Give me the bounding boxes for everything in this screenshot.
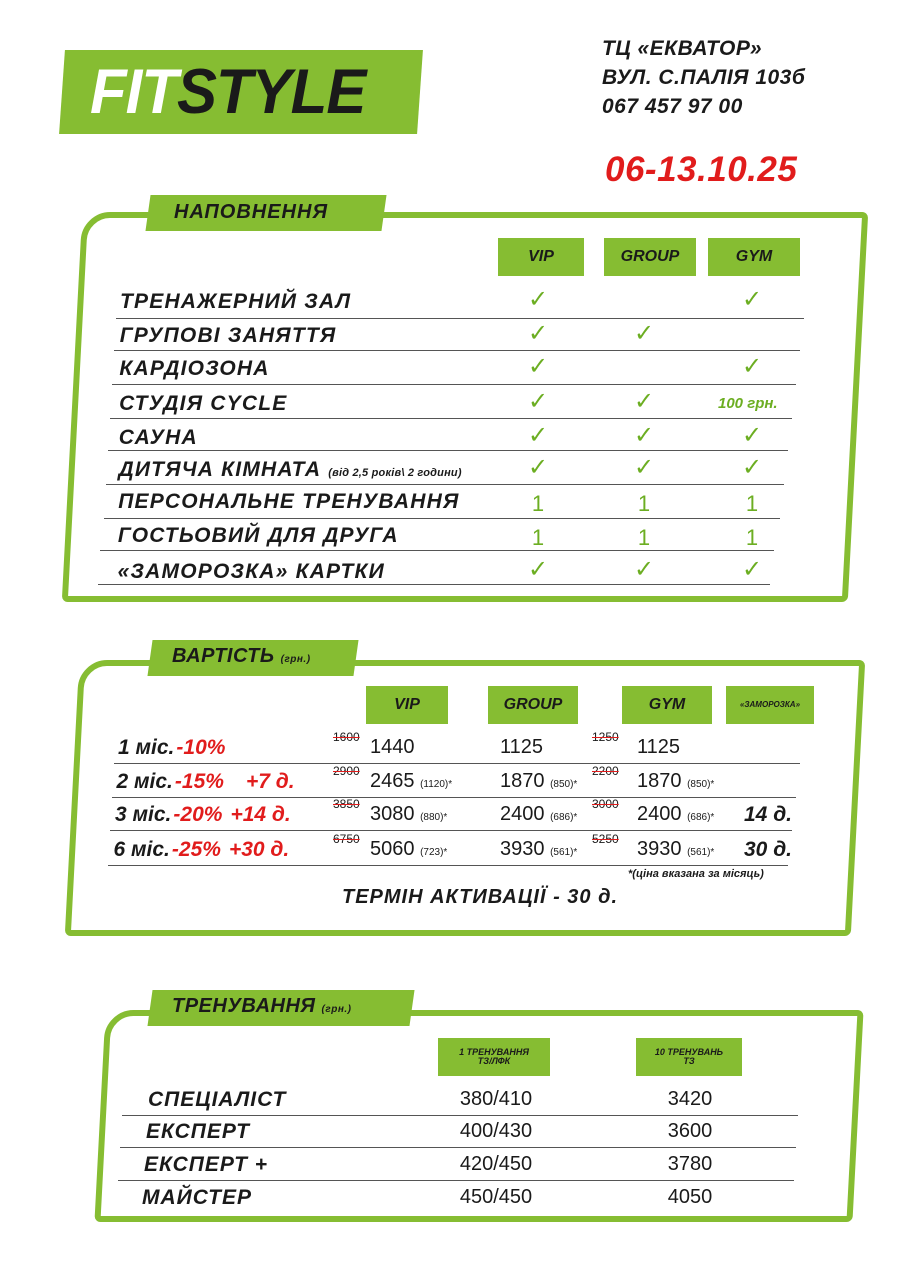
vip-price (370, 736, 415, 759)
check-icon: ✓ (527, 320, 549, 347)
training-header-single-line2: ТЗ/ЛФК (477, 1056, 511, 1066)
check-icon: ✓ (633, 556, 655, 583)
group-price-value: 1125 (500, 736, 544, 758)
vip-price (370, 803, 447, 826)
logo-text (90, 58, 365, 125)
check-icon: ✓ (527, 556, 549, 583)
ten-sessions-price: 3600 (667, 1120, 713, 1142)
gym-month-price: (561)* (687, 847, 715, 858)
price-row-period (117, 770, 295, 794)
training-row-divider (118, 1180, 794, 1181)
count-value: 1 (637, 491, 651, 516)
group-month-price: (850)* (550, 779, 578, 790)
date-range: 06-13.10.25 (605, 150, 798, 189)
content-row-label (118, 524, 399, 548)
price-header-vip: VIP (366, 686, 448, 724)
group-price-value: 3930 (500, 838, 545, 860)
discount-label: -15% (174, 770, 224, 793)
content-row-label (119, 357, 269, 381)
activation-term: ТЕРМІН АКТИВАЦІЇ - 30 д. (342, 886, 619, 908)
period-label: 1 міс. (118, 736, 175, 759)
vip-old-price: 3850 (333, 797, 360, 811)
content-row-label-text: САУНА (118, 426, 198, 449)
vip-month-price: (880)* (420, 812, 448, 823)
discount-label: -25% (171, 838, 221, 861)
group-price (500, 770, 577, 793)
pricing-title (172, 645, 311, 668)
check-icon: ✓ (633, 422, 655, 449)
price-header-gym: GYM (622, 686, 712, 724)
check-icon: ✓ (741, 422, 763, 449)
period-label: 3 міс. (115, 803, 172, 826)
gym-old-price: 3000 (592, 797, 619, 811)
content-row-label (119, 458, 462, 482)
gym-old-price: 5250 (592, 832, 619, 846)
row-divider (110, 418, 792, 419)
row-divider (112, 384, 796, 385)
group-price (500, 803, 577, 826)
address-street: ВУЛ. С.ПАЛІЯ 103б (602, 66, 806, 89)
check-icon: ✓ (527, 454, 549, 481)
gym-price (637, 803, 714, 826)
count-value: 1 (745, 525, 759, 550)
row-divider (108, 450, 788, 451)
row-divider (114, 350, 800, 351)
training-row-divider (120, 1147, 796, 1148)
price-header-freeze: «ЗАМОРОЗКА» (726, 686, 814, 724)
content-row-note: (від 2,5 років\ 2 години) (328, 467, 462, 479)
col-header-vip: VIP (498, 238, 584, 276)
logo-style: STYLE (176, 56, 366, 127)
price-row-period (118, 736, 225, 760)
training-title-text: ТРЕНУВАННЯ (172, 995, 316, 1017)
content-row-label-text: ГРУПОВІ ЗАНЯТТЯ (119, 324, 337, 347)
gym-old-price: 2200 (592, 764, 619, 778)
col-header-gym: GYM (708, 238, 800, 276)
row-divider (116, 318, 804, 319)
training-header-ten-line1: 10 ТРЕНУВАНЬ (654, 1046, 724, 1057)
content-row-label-text: СТУДІЯ CYCLE (119, 392, 288, 415)
content-row-label-text: ДИТЯЧА КІМНАТА (118, 458, 322, 481)
content-row-label (118, 560, 385, 584)
vip-old-price: 2900 (333, 764, 360, 778)
gym-price (637, 736, 680, 759)
content-row-label-text: КАРДІОЗОНА (119, 357, 270, 380)
extra-fee: 100 грн. (718, 395, 778, 412)
content-row-label-text: ТРЕНАЖЕРНИЙ ЗАЛ (120, 290, 352, 313)
check-icon: ✓ (741, 286, 763, 313)
check-icon: ✓ (633, 454, 655, 481)
gym-old-price: 1250 (592, 730, 619, 744)
trainer-level: СПЕЦІАЛІСТ (148, 1088, 287, 1111)
bonus-days: +14 д. (230, 803, 291, 826)
check-icon: ✓ (527, 422, 549, 449)
training-title (172, 995, 351, 1018)
group-price (500, 838, 577, 861)
address-block (602, 34, 805, 121)
vip-price (370, 770, 452, 793)
content-title: НАПОВНЕННЯ (174, 201, 329, 223)
check-icon: ✓ (741, 353, 763, 380)
check-icon: ✓ (741, 556, 763, 583)
bonus-days: +30 д. (228, 838, 290, 861)
col-header-group: GROUP (604, 238, 696, 276)
content-row-label (120, 324, 337, 348)
content-row-label-text: ПЕРСОНАЛЬНЕ ТРЕНУВАННЯ (118, 490, 460, 513)
content-row-label (120, 290, 351, 314)
single-session-price: 380/410 (459, 1088, 533, 1110)
vip-price-value: 1440 (370, 736, 415, 758)
training-header-single-line1: 1 ТРЕНУВАННЯ (459, 1046, 529, 1057)
period-label: 6 міс. (113, 838, 170, 861)
trainer-level: МАЙСТЕР (142, 1186, 252, 1209)
single-session-price: 420/450 (459, 1153, 533, 1175)
gym-price (637, 770, 714, 793)
logo-fit: FIT (90, 56, 177, 127)
content-row-label-text: «ЗАМОРОЗКА» КАРТКИ (117, 560, 385, 583)
price-row-period (115, 803, 291, 827)
price-header-group: GROUP (488, 686, 578, 724)
price-row-divider (108, 865, 788, 866)
group-price-value: 2400 (500, 803, 545, 825)
gym-month-price: (686)* (687, 812, 715, 823)
content-row-label (119, 426, 198, 450)
gym-price-value: 2400 (637, 803, 682, 825)
gym-price-value: 3930 (637, 838, 682, 860)
group-month-price: (686)* (550, 812, 578, 823)
logo (59, 50, 423, 134)
row-divider (106, 484, 784, 485)
training-header-ten (636, 1038, 742, 1076)
count-value: 1 (531, 525, 545, 550)
vip-price (370, 838, 447, 861)
price-row-divider (112, 797, 796, 798)
check-icon: ✓ (527, 286, 549, 313)
check-icon: ✓ (527, 388, 549, 415)
trainer-level: ЕКСПЕРТ + (144, 1153, 269, 1176)
training-header-single (438, 1038, 550, 1076)
price-row-divider (114, 763, 800, 764)
row-divider (104, 518, 780, 519)
content-row-label-text: ГОСТЬОВИЙ ДЛЯ ДРУГА (117, 524, 399, 547)
freeze-days: 30 д. (744, 838, 793, 861)
vip-old-price: 1600 (333, 730, 360, 744)
row-divider (98, 584, 770, 585)
content-row-label (118, 490, 459, 514)
group-price (500, 736, 543, 759)
freeze-days: 14 д. (744, 803, 793, 826)
training-unit: (грн.) (321, 1004, 352, 1015)
training-row-divider (122, 1115, 798, 1116)
price-row-period (114, 838, 290, 862)
count-value: 1 (531, 491, 545, 516)
vip-month-price: (1120)* (420, 779, 453, 790)
trainer-level: ЕКСПЕРТ (146, 1120, 250, 1143)
row-divider (100, 550, 774, 551)
group-price-value: 1870 (500, 770, 545, 792)
address-venue: ТЦ «ЕКВАТОР» (602, 37, 763, 60)
count-value: 1 (637, 525, 651, 550)
ten-sessions-price: 4050 (667, 1186, 713, 1208)
training-header-ten-line2: ТЗ (683, 1056, 695, 1066)
vip-price-value: 5060 (370, 838, 415, 860)
gym-price (637, 838, 714, 861)
group-month-price: (561)* (550, 847, 578, 858)
single-session-price: 450/450 (459, 1186, 533, 1208)
pricing-unit: (грн.) (280, 654, 311, 665)
bonus-days: +7 д. (245, 770, 295, 793)
gym-price-value: 1125 (637, 736, 681, 758)
vip-old-price: 6750 (333, 832, 360, 846)
price-row-divider (110, 830, 792, 831)
check-icon: ✓ (633, 320, 655, 347)
gym-month-price: (850)* (687, 779, 715, 790)
check-icon: ✓ (741, 454, 763, 481)
single-session-price: 400/430 (459, 1120, 533, 1142)
vip-price-value: 2465 (370, 770, 415, 792)
gym-price-value: 1870 (637, 770, 682, 792)
period-label: 2 міс. (116, 770, 173, 793)
pricing-title-text: ВАРТІСТЬ (172, 645, 275, 667)
ten-sessions-price: 3420 (667, 1088, 713, 1110)
discount-label: -20% (173, 803, 223, 826)
check-icon: ✓ (527, 353, 549, 380)
ten-sessions-price: 3780 (667, 1153, 713, 1175)
discount-label: -10% (176, 736, 226, 759)
content-row-label (119, 392, 287, 416)
count-value: 1 (745, 491, 759, 516)
check-icon: ✓ (633, 388, 655, 415)
address-phone: 067 457 97 00 (602, 95, 743, 118)
vip-price-value: 3080 (370, 803, 415, 825)
vip-month-price: (723)* (420, 847, 448, 858)
price-footnote: *(ціна вказана за місяць) (628, 868, 764, 880)
